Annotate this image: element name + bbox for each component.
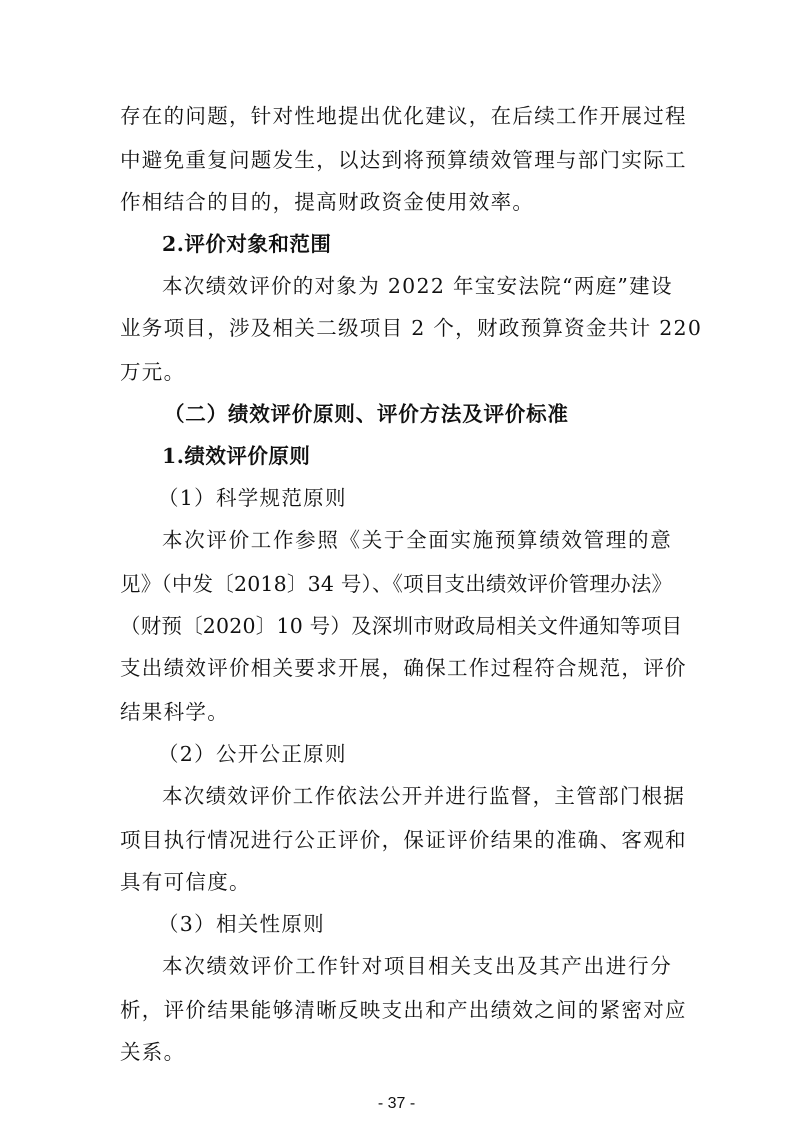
paragraph-line: （财预〔2020〕10 号）及深圳市财政局相关文件通知等项目 bbox=[120, 614, 683, 638]
section-heading: （二）绩效评价原则、评价方法及评价标准 bbox=[164, 402, 569, 426]
paragraph-line: 见》（中发〔2018〕34 号）、《项目支出绩效评价管理办法》 bbox=[120, 572, 673, 596]
paragraph-line: 关系。 bbox=[120, 1040, 186, 1064]
paragraph-line: 支出绩效评价相关要求开展，确保工作过程符合规范，评价 bbox=[120, 656, 687, 680]
subheading-scope: 2.评价对象和范围 bbox=[162, 232, 332, 256]
item-title-scientific: （1）科学规范原则 bbox=[158, 486, 347, 510]
paragraph-line: 本次绩效评价工作针对项目相关支出及其产出进行分 bbox=[162, 954, 672, 978]
paragraph-line: 本次绩效评价工作依法公开并进行监督，主管部门根据 bbox=[162, 784, 686, 808]
footer-page-number: - 37 - bbox=[377, 1095, 416, 1112]
paragraph-line: 业务项目，涉及相关二级项目 2 个，财政预算资金共计 220 bbox=[120, 316, 703, 340]
paragraph-line: 存在的问题，针对性地提出优化建议，在后续工作开展过程 bbox=[120, 104, 687, 128]
paragraph-line: 析，评价结果能够清晰反映支出和产出绩效之间的紧密对应 bbox=[120, 998, 687, 1022]
paragraph-line: 本次评价工作参照《关于全面实施预算绩效管理的意 bbox=[162, 528, 672, 552]
paragraph-line: 具有可信度。 bbox=[120, 870, 251, 894]
subheading-principles: 1.绩效评价原则 bbox=[162, 444, 311, 468]
item-title-openness: （2）公开公正原则 bbox=[158, 742, 347, 766]
paragraph-line: 本次绩效评价的对象为 2022 年宝安法院“两庭”建设 bbox=[162, 274, 673, 298]
paragraph-line: 中避免重复问题发生，以达到将预算绩效管理与部门实际工 bbox=[120, 148, 687, 172]
paragraph-line: 结果科学。 bbox=[120, 700, 229, 724]
paragraph-line: 作相结合的目的，提高财政资金使用效率。 bbox=[120, 190, 535, 214]
item-title-relevance: （3）相关性原则 bbox=[158, 912, 325, 936]
paragraph-line: 项目执行情况进行公正评价，保证评价结果的准确、客观和 bbox=[120, 828, 687, 852]
paragraph-line: 万元。 bbox=[120, 360, 186, 384]
